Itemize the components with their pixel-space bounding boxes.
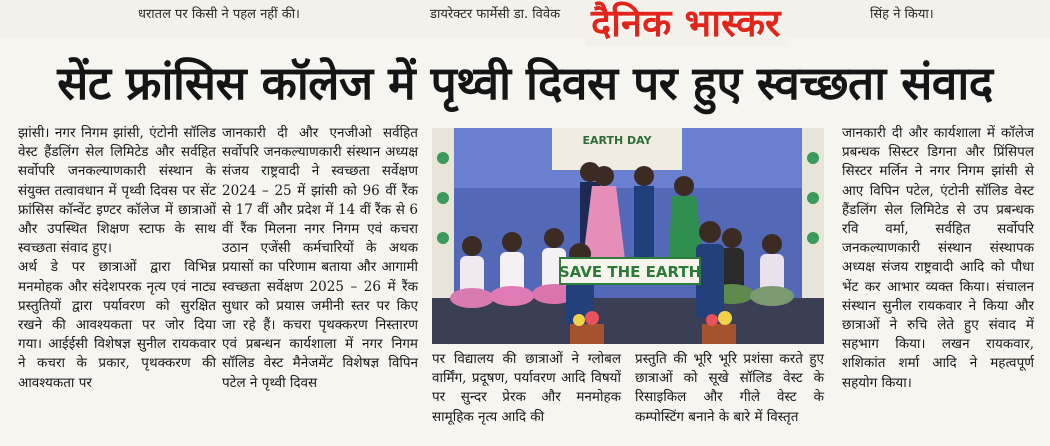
event-photo bbox=[432, 128, 824, 344]
event-photo-illustration bbox=[432, 128, 824, 344]
strip-fragment-right: सिंह ने किया। bbox=[870, 7, 934, 22]
article-paragraph: प्रस्तुति की भूरि भूरि प्रशंसा करते हुए छात्राओं को सूखे सॉलिड वेस्ट के रिसाइकिल और गीले वेस्ट के कम्पोस्टिंग बनाने के बारे में विस्तृत bbox=[635, 351, 824, 425]
strip-fragment-middle: डायरेक्टर फार्मेसी डा. विवेक bbox=[430, 7, 561, 22]
article-headline: सेंट फ्रांसिस कॉलेज में पृथ्वी दिवस पर हुए स्वच्छता संवाद bbox=[57, 56, 993, 110]
backdrop-text: EARTH DAY bbox=[582, 134, 652, 147]
save-the-earth-banner: SAVE THE EARTH bbox=[558, 263, 702, 281]
article-paragraph: झांसी। नगर निगम झांसी, एंटोनी सॉलिड वेस्ट हैंडलिंग सेल लिमिटेड और सर्वहित सर्वोपरि जनकल्याणकारी संस्थान के संयुक्त तत्वावधान में पृथ्वी दिवस पर सेंट फ्रांसिस कॉन्वेंट इण्टर कॉलेज में छात्राओं और उपस्थित शिक्षण स्टाफ के साथ स्वच्छता संवाद हुए। bbox=[18, 125, 216, 257]
article-paragraph: पर विद्यालय की छात्राओं ने ग्लोबल वार्मिंग, प्रदूषण, पर्यावरण आदि विषयों पर सुन्दर प्रेरक और मनमोहक सामूहिक नृत्य आदि की bbox=[432, 351, 621, 425]
newspaper-masthead-logo: दैनिक भास्कर bbox=[585, 0, 787, 46]
article-column-3 bbox=[432, 350, 824, 427]
article-paragraph: जानकारी दी और कार्यशाला में कॉलेज प्रबन्धक सिस्टर डिगना और प्रिंसिपल सिस्टर मर्लिन ने नगर निगम झांसी से आए विपिन पटेल, एंटोनी सॉलिड वेस्ट हैंडलिंग सेल लिमिटेड से उप प्रबन्धक रवि वर्मा, सर्वहित सर्वोपरि जनकल्याणकारी संस्थान संस्थापक अध्यक्ष संजय राष्ट्रवादी आदि को पौधा भेंट कर आभार व्यक्त किया। संचालन संस्थान सुनील रायकवार ने किया और छात्राओं ने रुचि लेते हुए संवाद में सहभाग किया। लखन रायकवार, शशिकांत शर्मा आदि ने महत्वपूर्ण सहयोग किया। bbox=[842, 125, 1034, 391]
previous-article-strip bbox=[0, 0, 1050, 38]
article-paragraph: जानकारी दी और एनजीओ सर्वहित सर्वोपरि जनकल्याणकारी संस्थान अध्यक्ष संजय राष्ट्रवादी ने स्वच्छता सर्वेक्षण 2024 – 25 में झांसी को 96 वीं रैंक से 17 वीं और प्रदेश में 14 वीं रैंक से 6 वीं रैंक मिलना नगर निगम एवं कचरा उठान एजेंसी कर्मचारियों के अथक प्रयासों का परिणाम बताया और आगामी स्वच्छता सर्वेक्षण 2025 – 26 में रैंक सुधार को प्रयास जमीनी स्तर पर किए जा रहे हैं। कचरा पृथक्करण निस्तारण एवं प्रबन्धन कार्यशाला में नगर निगम सॉलिड वेस्ट मैनेजमेंट विशेषज्ञ विपिन पटेल ने पृथ्वी दिवस bbox=[222, 125, 418, 391]
article-paragraph: अर्थ डे पर छात्राओं द्वारा विभिन्न मनमोहक और संदेशपरक नृत्य एवं नाट्य प्रस्तुतियों द्वारा पर्यावरण को सुरक्षित रखने की आवश्यकता पर जोर दिया गया। आईईसी विशेषज्ञ सुनील रायकवार ने कचरा के प्रकार, पृथक्करण की आवश्यकता पर bbox=[18, 259, 216, 391]
article-column-2 bbox=[222, 124, 418, 393]
article-column-4 bbox=[842, 124, 1034, 393]
article-column-1 bbox=[18, 124, 216, 393]
strip-fragment-left: धरातल पर किसी ने पहल नहीं की। bbox=[138, 7, 300, 22]
